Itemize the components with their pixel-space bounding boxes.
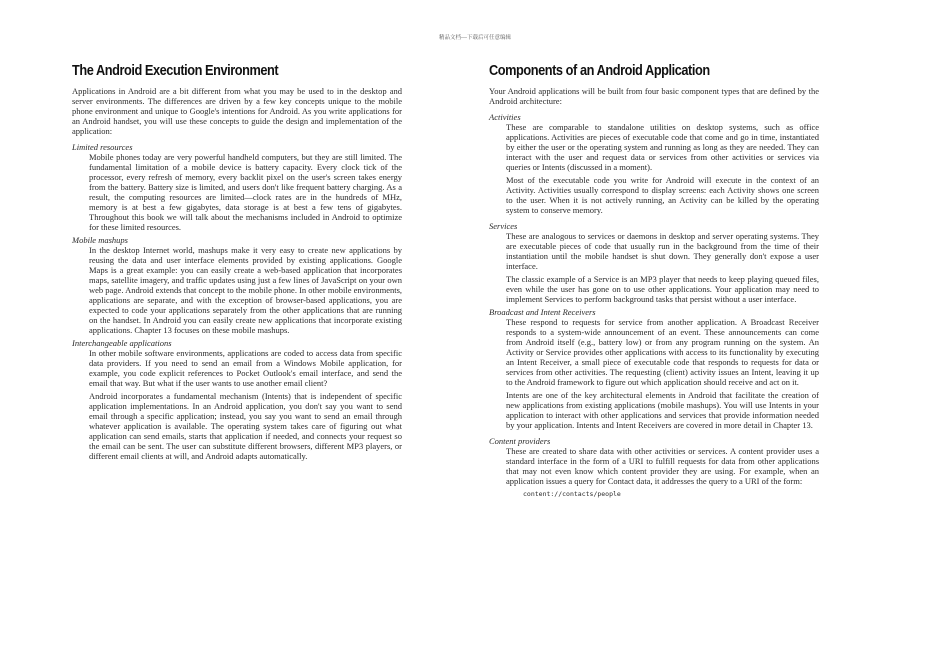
definition-paragraph: These respond to requests for service from another application. A Broadcast Receiver responds to a system-wide announcement of an event. These announcements can come from Android itself (e.g., battery low) or from any program running on the system. An Activity or Service provides other applications with access to its functionality by executing an Intent Receiver, a small piece of executable code that responds to requests for data or services from other activities. The requesting (client) activity issues an Intent, leaving it up to the Android framework to figure out which application should receive and act on it. [506,317,819,387]
left-intro: Applications in Android are a bit different from what you may be used to in the desktop and server environments. The differences are driven by a few key concepts unique to the mobile phone environment and unique to Google's intentions for Android. As you write applications for an Android handset, you will use these concepts to guide the design and implementation of the application: [72,86,402,136]
definition-paragraph: Android incorporates a fundamental mechanism (Intents) that is independent of specific application implementations. In an Android application, you don't say you want to send email through a specific application; instead, you say you want to send an email through whatever application is available. The operating system takes care of figuring out what application can send emails, starts that application if needed, and connects your request so the email can be sent. The user can substitute different browsers, different MP3 players, or different email clients at will, and Android adapts automatically. [89,391,402,461]
term-activities: Activities [489,112,521,122]
definition-paragraph: These are created to share data with other activities or services. A content provider uses a standard interface in the form of a URI to fulfill requests for data from other applications that may not even know which content provider they are using. For example, when an application issues a query for Contact data, it addresses the query to a URI of the form: [506,446,819,486]
left-column [72,63,402,461]
term-mobile-mashups: Mobile mashups [72,235,128,245]
code-example: content://contacts/people [523,490,621,498]
definition-paragraph: In other mobile software environments, applications are coded to access data from specific data providers. If you need to send an email from a Windows Mobile application, for example, you code explicit references to Pocket Outlook's email interface, and send the email that way. But what if the user wants to use another email client? [89,348,402,388]
definition-broadcast-intent-receivers [489,307,819,430]
definition-paragraph: The classic example of a Service is an MP3 player that needs to keep playing queued files, even while the user has gone on to use other applications. Your application may need to implement Services to perform background tasks that persist without a user interface. [506,274,819,304]
right-intro: Your Android applications will be built from four basic component types that are defined by the Android architecture: [489,86,819,106]
definition-paragraph: These are analogous to services or daemons in desktop and server operating systems. They are executable pieces of code that usually run in the background from the time of their instantiation until the mobile handset is shut down. They generally don't expose a user interface. [506,231,819,271]
term-services: Services [489,221,518,231]
term-content-providers: Content providers [489,436,551,446]
definition-activities [489,112,819,215]
page-header: 精品文档---下载后可任意编辑 [439,35,511,41]
definition-limited-resources [72,142,402,232]
left-title: The Android Execution Environment [72,63,279,79]
definition-content-providers [489,436,819,498]
definition-mobile-mashups [72,235,402,335]
definition-paragraph: Mobile phones today are very powerful handheld computers, but they are still limited. The fundamental limitation of a mobile device is battery capacity. Every clock tick of the processor, every refresh of memory, every backlit pixel on the user's screen takes energy from the battery. Battery size is limited, and users don't like frequent battery charging. As a result, the computing resources are limited—clock rates are in the hundreds of MHz, memory is at best a few gigabytes, data storage is at best a few tens of gigabytes. Throughout this book we will talk about the mechanisms included in Android to optimize for these limited resources. [89,152,402,232]
definition-paragraph: Intents are one of the key architectural elements in Android that facilitate the creation of new applications from existing applications (mobile mashups). You will use Intents in your application to interact with other applications and services that provide information needed by your application. Intents and Intent Receivers are covered in more detail in Chapter 13. [506,390,819,430]
term-interchangeable-applications: Interchangeable applications [72,338,172,348]
definition-services [489,221,819,304]
right-title: Components of an Android Application [489,63,710,79]
term-broadcast-intent-receivers: Broadcast and Intent Receivers [489,307,596,317]
definition-paragraph: Most of the executable code you write for Android will execute in the context of an Activity. Activities usually correspond to display screens: each Activity shows one screen to the user. When it is not actively running, an Activity can be killed by the operating system to conserve memory. [506,175,819,215]
definition-interchangeable-applications [72,338,402,461]
definition-paragraph: These are comparable to standalone utilities on desktop systems, such as office applications. Activities are pieces of executable code that come and go in time, instantiated by either the user or the operating system and running as long as they are needed. They can interact with the user and request data or services from other activities or services via queries or Intents (discussed in a moment). [506,122,819,172]
term-limited-resources: Limited resources [72,142,133,152]
right-column [489,63,819,498]
definition-paragraph: In the desktop Internet world, mashups make it very easy to create new applications by reusing the data and user interface elements provided by existing applications. Google Maps is a great example: you can easily create a web-based application that incorporates maps, satellite imagery, and traffic updates using just a few lines of JavaScript on your own web page. Android extends that concept to the mobile phone. In other mobile environments, applications are separate, and with the exception of browser-based applications, you are expected to code your applications separately from the other applications that are running on the handset. In Android you can easily create new applications that incorporate existing applications. Chapter 13 focuses on these mobile mashups. [89,245,403,335]
